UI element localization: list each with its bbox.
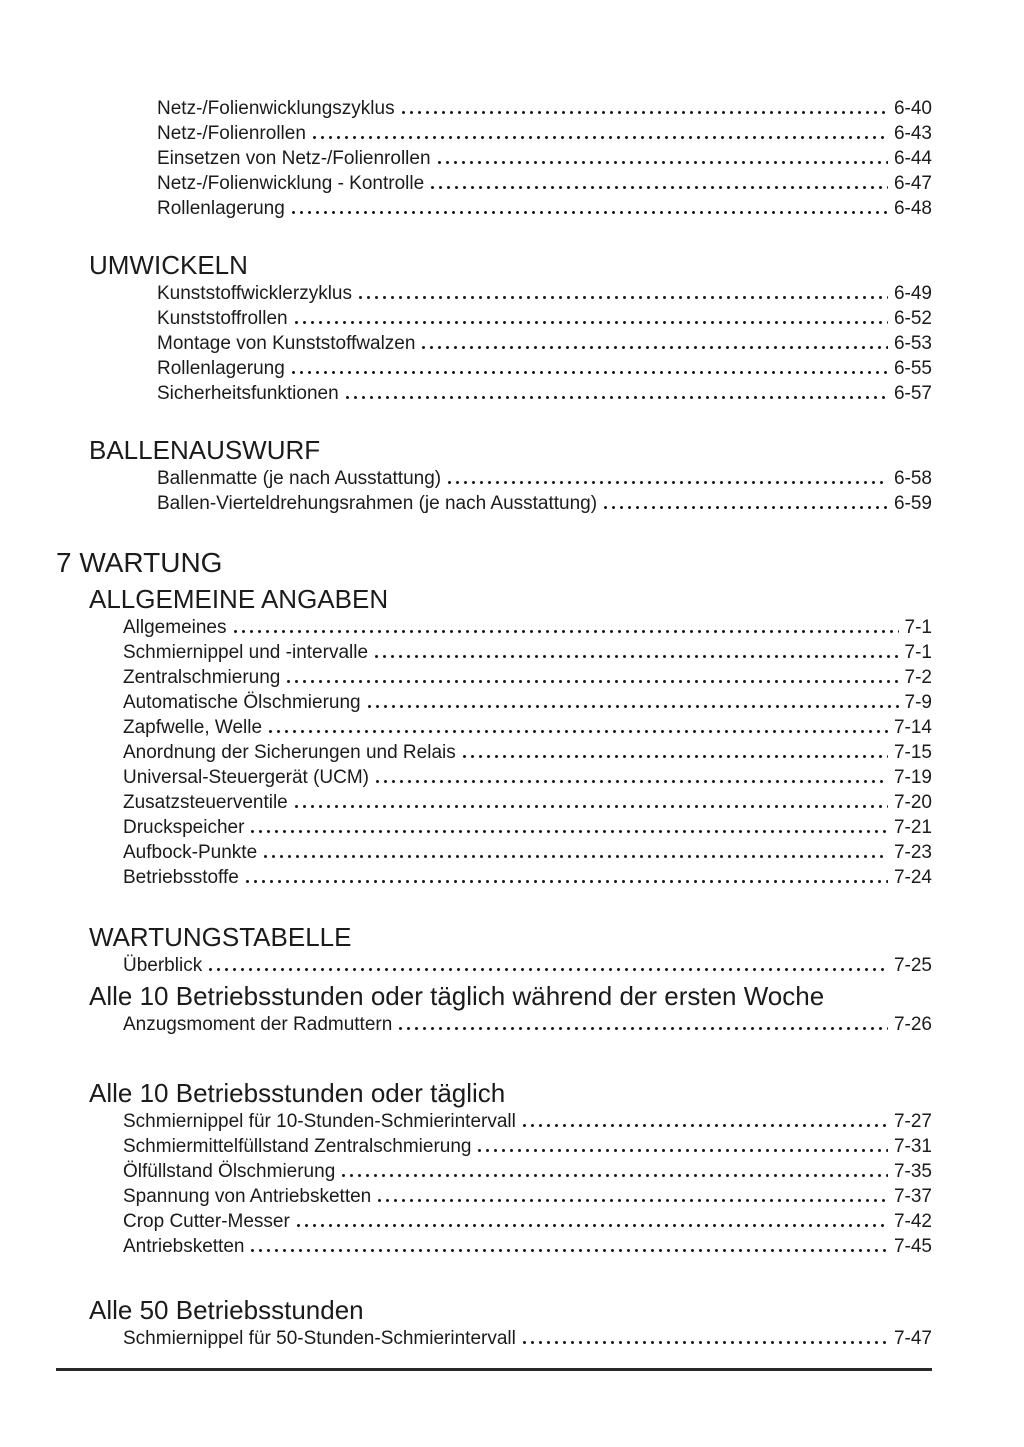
toc-entry-title: Kunststoffrollen [157,308,288,329]
dot-leader [313,136,888,139]
toc-entry-title: Schmiernippel und -intervalle [123,642,369,663]
toc-entry[interactable] [123,690,932,715]
dot-leader [523,1124,888,1127]
dot-leader [209,968,888,971]
dot-leader [375,655,899,658]
toc-group-alle-10-erste-woche [123,1012,932,1037]
toc-entry[interactable] [123,790,932,815]
toc-entry-page: 6-49 [893,283,932,304]
toc-entry-page: 7-21 [893,817,932,838]
toc-entry-page: 7-24 [893,867,932,888]
dot-leader [292,371,888,374]
toc-entry-page: 7-31 [893,1136,932,1157]
dot-leader [402,111,888,114]
toc-entry[interactable] [157,196,932,221]
toc-entry-page: 6-40 [893,98,932,119]
toc-entry-title: Ölfüllstand Ölschmierung [123,1161,336,1182]
toc-entry-title: Montage von Kunststoffwalzen [157,333,416,354]
toc-entry-title: Spannung von Antriebsketten [123,1186,372,1207]
toc-entry-page: 7-15 [893,742,932,763]
toc-entry[interactable] [157,331,932,356]
dot-leader [422,346,888,349]
dot-leader [269,730,888,733]
toc-group-wartungstabelle [123,953,932,978]
toc-entry[interactable] [123,740,932,765]
toc-entry[interactable] [123,765,932,790]
section-heading-alle-10-erste-woche: Alle 10 Betriebsstunden oder täglich während der ersten Woche [89,981,825,1011]
toc-entry-title: Kunststoffwicklerzyklus [157,283,352,304]
toc-entry-title: Einsetzen von Netz-/Folienrollen [157,148,431,169]
toc-entry[interactable] [157,96,932,121]
toc-entry-title: Anordnung der Sicherungen und Relais [123,742,456,763]
toc-entry-page: 6-44 [893,148,932,169]
dot-leader [368,705,899,708]
footer-divider [56,1368,932,1371]
toc-entry-title: Antriebsketten [123,1236,245,1257]
toc-entry[interactable] [123,1326,932,1351]
dot-leader [246,880,888,883]
toc-entry-title: Ballen-Vierteldrehungsrahmen (je nach Ausstattung) [157,493,598,514]
toc-group-alle-10-taeglich [123,1109,932,1259]
toc-entry[interactable] [123,1109,932,1134]
toc-entry[interactable] [123,953,932,978]
toc-entry-page: 7-2 [904,667,932,688]
toc-group-alle-50 [123,1326,932,1351]
toc-entry[interactable] [157,466,932,491]
dot-leader [342,1174,888,1177]
dot-leader [359,296,888,299]
dot-leader [378,1199,888,1202]
toc-entry[interactable] [123,665,932,690]
dot-leader [431,186,888,189]
toc-entry-title: Zentralschmierung [123,667,281,688]
toc-entry-page: 7-27 [893,1111,932,1132]
toc-entry-page: 7-26 [893,1014,932,1035]
section-heading-allgemeine-angaben: ALLGEMEINE ANGABEN [89,584,389,614]
dot-leader [478,1149,888,1152]
toc-entry[interactable] [123,640,932,665]
toc-group-ballenauswurf [157,466,932,516]
toc-group-allgemeine-angaben [123,615,932,890]
dot-leader [438,161,888,164]
toc-entry-page: 6-47 [893,173,932,194]
toc-entry-title: Sicherheitsfunktionen [157,383,339,404]
dot-leader [295,321,888,324]
toc-entry-title: Automatische Ölschmierung [123,692,361,713]
dot-leader [292,211,888,214]
toc-entry[interactable] [157,306,932,331]
toc-group-umwickeln [157,281,932,406]
toc-entry-page: 7-37 [893,1186,932,1207]
toc-entry-title: Rollenlagerung [157,198,285,219]
toc-entry-page: 6-53 [893,333,932,354]
dot-leader [295,805,888,808]
toc-entry[interactable] [123,1234,932,1259]
dot-leader [234,630,899,633]
dot-leader [376,780,888,783]
toc-entry-page: 6-52 [893,308,932,329]
toc-entry-title: Druckspeicher [123,817,245,838]
dot-leader [251,830,888,833]
toc-entry[interactable] [157,281,932,306]
toc-entry[interactable] [157,491,932,516]
toc-entry-title: Rollenlagerung [157,358,285,379]
dot-leader [399,1027,888,1030]
dot-leader [448,481,888,484]
toc-entry-title: Zapfwelle, Welle [123,717,263,738]
toc-entry-page: 6-58 [893,468,932,489]
toc-entry-title: Schmiernippel für 50-Stunden-Schmierintervall [123,1328,516,1349]
toc-entry-title: Netz-/Folienwicklung - Kontrolle [157,173,425,194]
toc-entry-page: 7-1 [904,617,932,638]
dot-leader [523,1341,888,1344]
chapter-heading-wartung: 7 WARTUNG [56,547,223,578]
toc-entry[interactable] [123,865,932,890]
toc-entry[interactable] [123,840,932,865]
toc-entry-title: Schmiermittelfüllstand Zentralschmierung [123,1136,472,1157]
toc-entry-page: 7-45 [893,1236,932,1257]
toc-entry-page: 6-57 [893,383,932,404]
dot-leader [346,396,888,399]
toc-entry-title: Allgemeines [123,617,227,638]
toc-entry-title: Netz-/Folienwicklungszyklus [157,98,395,119]
dot-leader [287,680,898,683]
toc-entry-title: Netz-/Folienrollen [157,123,306,144]
toc-entry-title: Überblick [123,955,203,976]
toc-entry-title: Anzugsmoment der Radmuttern [123,1014,393,1035]
toc-entry[interactable] [157,356,932,381]
dot-leader [463,755,888,758]
toc-entry-title: Schmiernippel für 10-Stunden-Schmierintervall [123,1111,516,1132]
toc-entry[interactable] [123,1159,932,1184]
toc-entry-page: 6-55 [893,358,932,379]
toc-entry-title: Aufbock-Punkte [123,842,258,863]
toc-entry[interactable] [123,1012,932,1037]
section-heading-ballenauswurf: BALLENAUSWURF [89,435,321,465]
dot-leader [251,1249,888,1252]
toc-entry-page: 6-59 [893,493,932,514]
section-heading-wartungstabelle: WARTUNGSTABELLE [89,922,352,952]
toc-entry[interactable] [123,1209,932,1234]
toc-group-chapter6-tail [157,96,932,221]
toc-entry-page: 7-42 [893,1211,932,1232]
toc-entry-page: 7-23 [893,842,932,863]
toc-entry-page: 6-43 [893,123,932,144]
toc-entry-page: 7-47 [893,1328,932,1349]
toc-entry-page: 7-14 [893,717,932,738]
toc-entry-title: Universal-Steuergerät (UCM) [123,767,370,788]
toc-entry-title: Betriebsstoffe [123,867,239,888]
toc-entry-page: 7-9 [904,692,932,713]
toc-entry-page: 7-25 [893,955,932,976]
toc-entry[interactable] [123,615,932,640]
toc-entry[interactable] [123,1184,932,1209]
dot-leader [604,506,888,509]
toc-entry-page: 6-48 [893,198,932,219]
toc-entry-title: Zusatzsteuerventile [123,792,288,813]
section-heading-alle-10-taeglich: Alle 10 Betriebsstunden oder täglich [89,1078,506,1108]
toc-entry[interactable] [123,1134,932,1159]
section-heading-umwickeln: UMWICKELN [89,250,248,280]
toc-entry-title: Ballenmatte (je nach Ausstattung) [157,468,442,489]
toc-entry-page: 7-19 [893,767,932,788]
toc-entry-page: 7-1 [904,642,932,663]
toc-entry-page: 7-20 [893,792,932,813]
dot-leader [264,855,888,858]
toc-entry[interactable] [157,171,932,196]
toc-entry[interactable] [123,815,932,840]
toc-entry[interactable] [157,121,932,146]
toc-entry[interactable] [123,715,932,740]
toc-entry[interactable] [157,146,932,171]
toc-entry-page: 7-35 [893,1161,932,1182]
dot-leader [297,1224,888,1227]
toc-entry-title: Crop Cutter-Messer [123,1211,290,1232]
section-heading-alle-50: Alle 50 Betriebsstunden [89,1295,364,1325]
toc-entry[interactable] [157,381,932,406]
